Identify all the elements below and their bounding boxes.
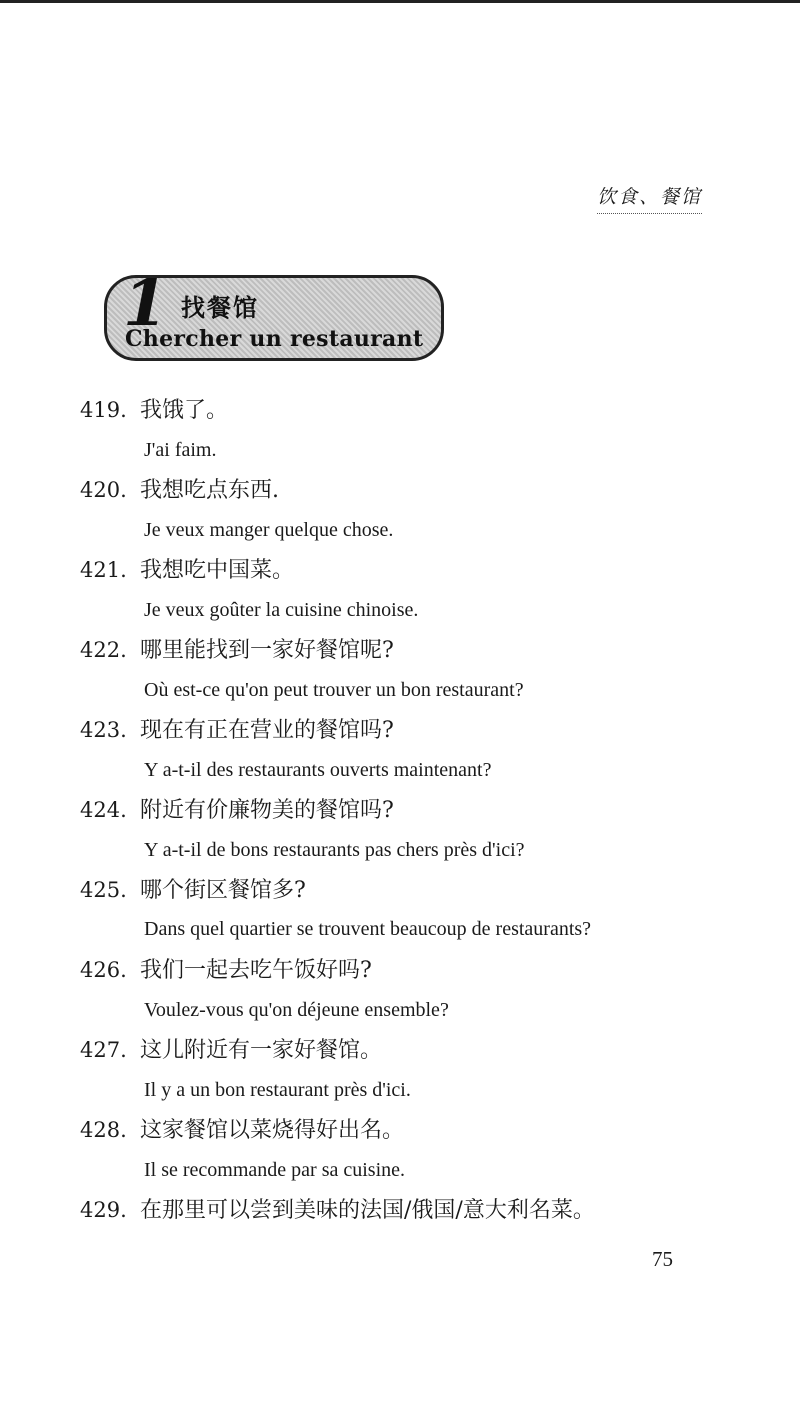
phrase-french: J'ai faim. bbox=[144, 439, 217, 461]
phrase-french: Il y a un bon restaurant près d'ici. bbox=[144, 1079, 411, 1101]
section-title-cn: 找餐馆 bbox=[181, 293, 259, 322]
phrase-number: 425. bbox=[80, 878, 127, 902]
top-border bbox=[0, 0, 800, 3]
phrase-429 bbox=[80, 1190, 720, 1230]
section-number: 1 bbox=[123, 275, 168, 341]
phrase-427 bbox=[80, 1030, 720, 1110]
phrase-number: 424. bbox=[80, 798, 127, 822]
phrase-number: 422. bbox=[80, 638, 127, 662]
phrase-chinese: 这家餐馆以菜烧得好出名。 bbox=[140, 1118, 405, 1143]
phrase-chinese: 这儿附近有一家好餐馆。 bbox=[140, 1038, 383, 1063]
phrase-number: 427. bbox=[80, 1038, 127, 1062]
phrase-list bbox=[80, 390, 720, 1230]
phrase-424 bbox=[80, 790, 720, 870]
phrase-number: 428. bbox=[80, 1118, 127, 1142]
phrase-425 bbox=[80, 870, 720, 950]
phrase-chinese: 哪里能找到一家好餐馆呢? bbox=[140, 638, 394, 663]
phrase-number: 426. bbox=[80, 958, 127, 982]
phrase-chinese: 我们一起去吃午饭好吗? bbox=[140, 958, 372, 983]
phrase-number: 420. bbox=[80, 478, 127, 502]
phrase-french: Je veux goûter la cuisine chinoise. bbox=[144, 599, 419, 621]
phrase-chinese: 哪个街区餐馆多? bbox=[140, 878, 306, 903]
phrase-chinese: 我饿了。 bbox=[140, 398, 229, 423]
phrase-chinese: 现在有正在营业的餐馆吗? bbox=[140, 718, 394, 743]
page-number: 75 bbox=[652, 1247, 673, 1271]
phrase-french: Y a-t-il des restaurants ouverts maintenant? bbox=[144, 759, 492, 781]
phrase-420 bbox=[80, 470, 720, 550]
section-title-fr: Chercher un restaurant bbox=[125, 326, 424, 352]
phrase-french: Où est-ce qu'on peut trouver un bon restaurant? bbox=[144, 679, 524, 701]
section-banner bbox=[104, 275, 444, 361]
phrase-chinese: 我想吃中国菜。 bbox=[140, 558, 295, 583]
phrase-french: Voulez-vous qu'on déjeune ensemble? bbox=[144, 999, 449, 1021]
phrase-chinese: 我想吃点东西. bbox=[140, 478, 279, 503]
phrase-428 bbox=[80, 1110, 720, 1190]
phrase-french: Dans quel quartier se trouvent beaucoup de restaurants? bbox=[144, 918, 592, 940]
phrase-422 bbox=[80, 630, 720, 710]
phrase-423 bbox=[80, 710, 720, 790]
phrase-number: 419. bbox=[80, 398, 127, 422]
phrase-number: 421. bbox=[80, 558, 127, 582]
phrase-french: Je veux manger quelque chose. bbox=[144, 519, 394, 541]
phrase-419 bbox=[80, 390, 720, 470]
phrase-426 bbox=[80, 950, 720, 1030]
phrase-french: Y a-t-il de bons restaurants pas chers près d'ici? bbox=[144, 839, 525, 861]
running-header: 饮食、餐馆 bbox=[597, 182, 702, 214]
phrase-number: 423. bbox=[80, 718, 127, 742]
phrase-421 bbox=[80, 550, 720, 630]
phrase-number: 429. bbox=[80, 1198, 127, 1222]
phrase-chinese: 附近有价廉物美的餐馆吗? bbox=[140, 798, 394, 823]
phrase-chinese: 在那里可以尝到美味的法国/俄国/意大利名菜。 bbox=[140, 1198, 595, 1223]
phrase-french: Il se recommande par sa cuisine. bbox=[144, 1159, 406, 1181]
